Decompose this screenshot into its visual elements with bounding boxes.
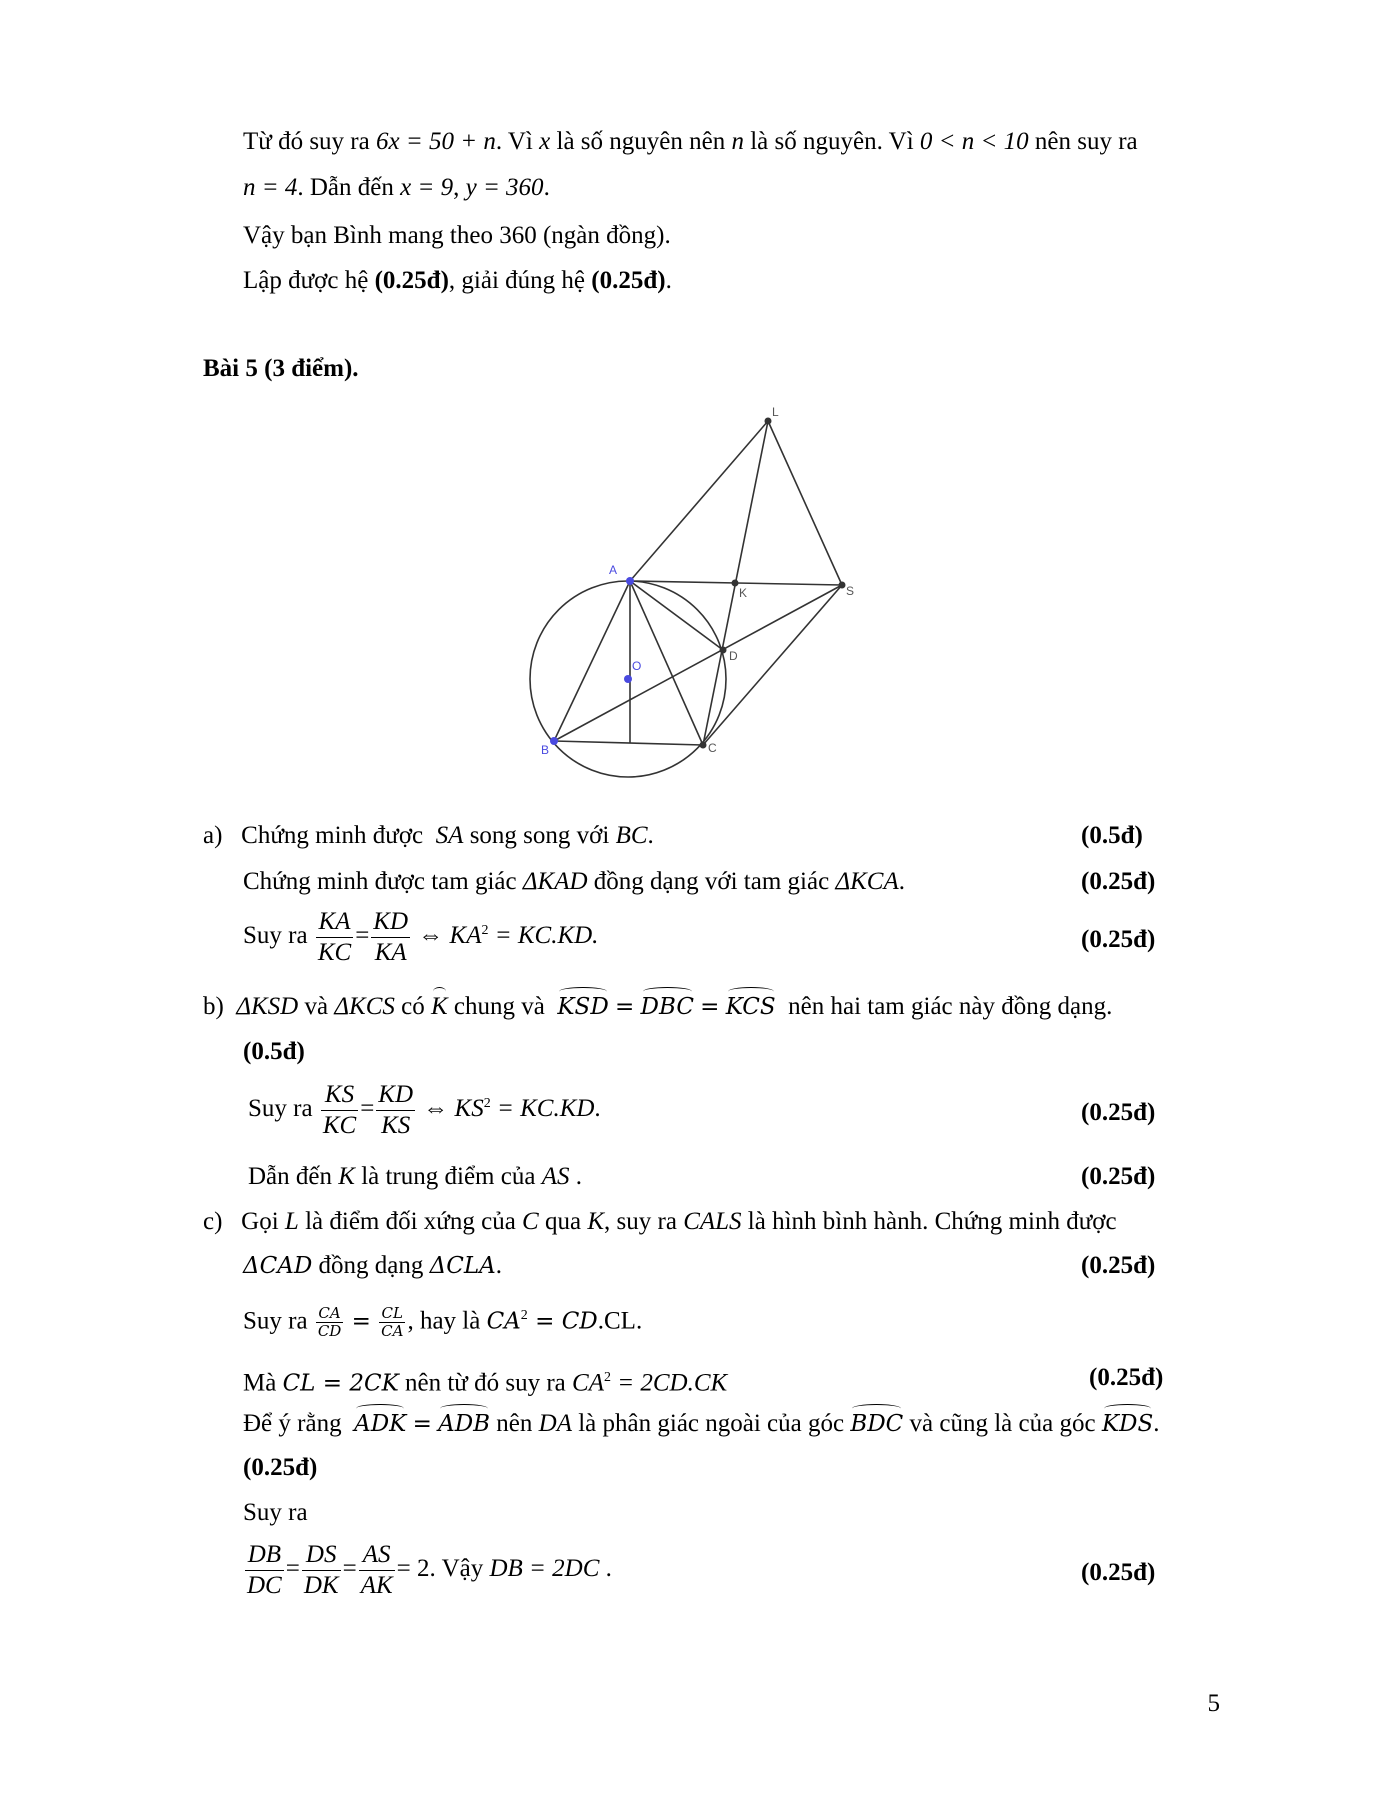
angle: KSD [557,991,608,1023]
part-a-points-3: (0.25đ) [1081,926,1156,953]
fraction: $\frac{CA}{CD}$ [317,1304,342,1341]
part-a-line-1: a) Chứng minh được SA song song với BC. [203,822,654,849]
part-a-points-1: (0.5đ) [1081,822,1143,849]
label-d: D [729,649,738,663]
point-k [732,580,739,587]
part-b-points-3: (0.25đ) [1081,1099,1156,1126]
intro-line-2: n = 4. Dẫn đến x = 9, y = 360. [243,174,550,201]
angle: DBC [641,991,694,1023]
label-s: S [846,584,855,598]
label-c: C [708,741,717,755]
intro-line-4: Lập được hệ (0.25đ), giải đúng hệ (0.25đ). [243,267,672,294]
fraction: $\frac{DB}{DC}$ [247,1541,282,1599]
part-b-points-4: (0.25đ) [1081,1163,1156,1190]
angle: KDS [1102,1408,1153,1440]
fraction: $\frac{DS}{DK}$ [303,1541,339,1599]
segment-bs [554,585,842,741]
point-a [626,577,634,585]
point-l [765,418,772,425]
label-l: L [772,405,779,419]
point-b [550,737,558,745]
part-b-points-1: (0.5đ) [243,1038,305,1065]
angle: ADB [438,1408,490,1440]
part-c-line-8: $\frac{DB}{DC}$ = $\frac{DS}{DK}$ = $\frac{AS}{AK}$ = 2. Vậy DB = 2DC . [247,1541,612,1599]
point-d [720,647,727,654]
segment-cs [703,585,842,745]
part-c-points-8: (0.25đ) [1081,1559,1156,1586]
point-c [700,742,707,749]
angle: ADK [354,1408,406,1440]
part-c-line-5: Để ý rằng ADK = ADB nên DA là phân giác ngoài của góc BDC và cũng là của góc KDS. [243,1408,1159,1440]
part-b-line-3: Suy ra $\frac{KS}{KC}$ = $\frac{KD}{KS}$ ⇔ $KS^2 = KC.KD$. [248,1081,601,1139]
label-a: A [609,563,618,577]
part-c-line-1: c) Gọi L là điểm đối xứng của C qua K, suy ra CALS là hình bình hành. Chứng minh được [203,1208,1117,1235]
part-a-points-2: (0.25đ) [1081,868,1156,895]
page-number: 5 [1207,1690,1220,1717]
segment-bc [554,741,703,745]
label-k: K [739,586,748,600]
point-s [839,582,846,589]
geometry-figure [0,0,1390,800]
part-a-line-3: Suy ra $\frac{KA}{KC}$ = $\frac{KD}{KA}$ ⇔ $KA^2 = KC.KD$. [243,908,599,966]
fraction: $\frac{KA}{KC}$ [317,908,352,966]
angle: BDC [850,1408,903,1440]
part-a-line-2: Chứng minh được tam giác ΔKAD đồng dạng với tam giác ΔKCA. [243,868,905,895]
part-c-points-2: (0.25đ) [1081,1252,1156,1279]
part-c-points-4: (0.25đ) [1089,1364,1164,1391]
segment-ad [630,581,723,650]
part-b-line-1: b) ΔKSD và ΔKCS có K chung và KSD = DBC = KCS nên hai tam giác này đồng dạng. [203,991,1112,1023]
part-c-line-7: Suy ra [243,1499,308,1526]
part-c-line-4: Mà CL = 2CK nên từ đó suy ra $CA^2 = 2CD.CK$ [243,1369,728,1397]
angle: KCS [726,991,776,1023]
part-c-line-2: ΔCAD đồng dạng ΔCLA. [243,1252,502,1279]
segment-ls [768,421,842,585]
part-c-line-3: Suy ra $\frac{CA}{CD}$ = $\frac{CL}{CA}$ , hay là $CA^2 = CD.CL$. [243,1304,643,1341]
fraction: $\frac{AS}{AK}$ [360,1541,393,1599]
equation: 6x = 50 + n [375,128,496,155]
fraction: $\frac{KS}{KC}$ [322,1081,357,1139]
point-o [624,675,632,683]
label-b: B [541,743,550,757]
part-c-points-5: (0.25đ) [243,1454,318,1481]
intro-line-3: Vậy bạn Bình mang theo 360 (ngàn đồng). [243,222,671,249]
fraction: $\frac{KD}{KS}$ [378,1081,414,1139]
fraction: $\frac{KD}{KA}$ [373,908,409,966]
inequality: 0 < n < 10 [919,128,1029,155]
problem-heading: Bài 5 (3 điểm). [203,355,359,382]
intro-line-1: Từ đó suy ra 6x = 50 + n. Vì x là số nguyên nên n là số nguyên. Vì 0 < n < 10 nên suy ra [243,128,1138,155]
part-b-line-4: Dẫn đến K là trung điểm của AS . [248,1163,582,1190]
segment-al [630,421,768,581]
segment-ab [554,581,630,741]
fraction: $\frac{CL}{CA}$ [381,1304,404,1341]
label-o: O [632,659,642,673]
